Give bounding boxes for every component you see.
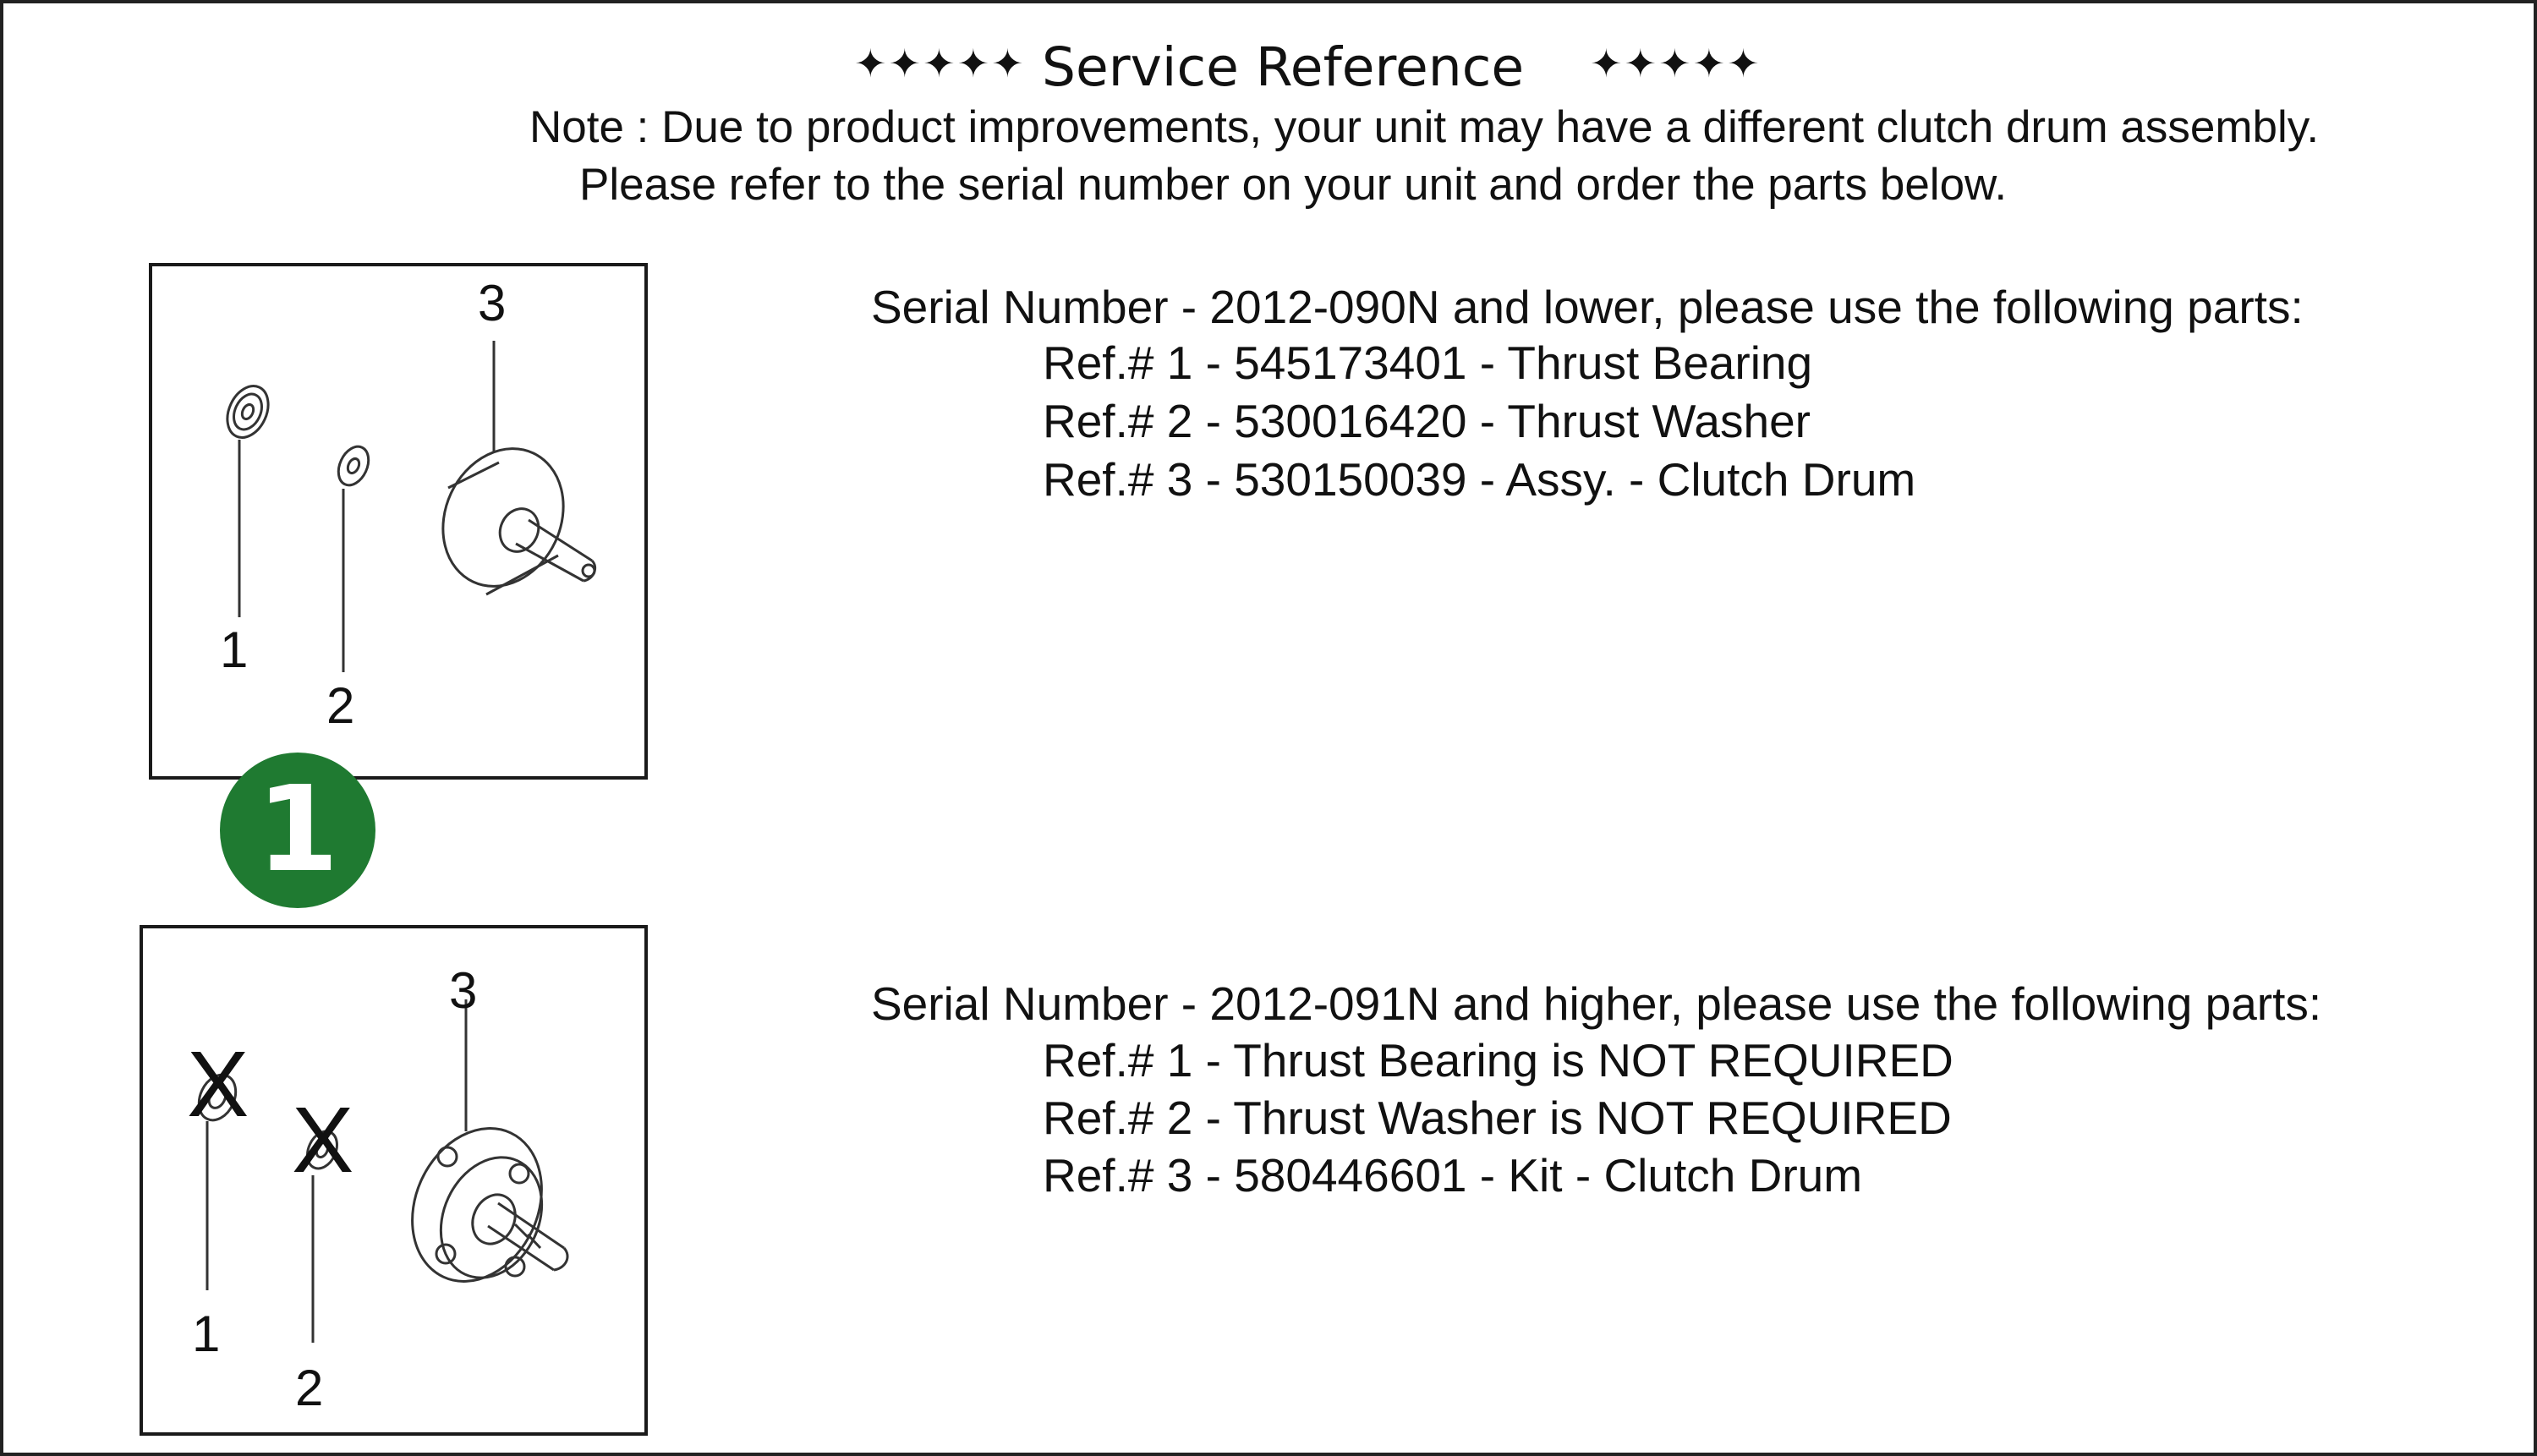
- callout-3: 3: [449, 962, 478, 1019]
- page-title: Service Reference: [1042, 36, 1525, 98]
- serial-number-heading-old: Serial Number - 2012-090N and lower, please use the following parts:: [871, 281, 2304, 333]
- clutch-drum-drawing: [421, 429, 595, 606]
- stars-left-decoration: ✦✦✦✦✦: [854, 41, 1026, 85]
- clutch-drum-kit-drawing: [388, 1107, 567, 1302]
- note-line-1: Note : Due to product improvements, your unit may have a different clutch drum assembly.: [529, 102, 2320, 152]
- step-number-badge: 1: [220, 753, 375, 908]
- x-mark-washer: X: [292, 1088, 354, 1192]
- stars-right-decoration: ✦✦✦✦✦: [1590, 41, 1762, 85]
- callout-1: 1: [192, 1305, 221, 1362]
- callout-2: 2: [326, 677, 355, 734]
- part-line-new-2: Ref.# 2 - Thrust Washer is NOT REQUIRED: [1043, 1092, 1952, 1144]
- thrust-washer-drawing: [332, 441, 374, 490]
- header: [0, 19, 2537, 98]
- serial-number-heading-new: Serial Number - 2012-091N and higher, please use the following parts:: [871, 977, 2322, 1030]
- part-line-old-2: Ref.# 2 - 530016420 - Thrust Washer: [1043, 395, 1811, 447]
- clutch-drum-new-diagram: [143, 928, 651, 1439]
- x-mark-bearing: X: [187, 1032, 249, 1136]
- diagram-panel-old-assembly: [149, 263, 648, 780]
- thrust-bearing-drawing: [220, 380, 277, 445]
- callout-2: 2: [295, 1360, 324, 1416]
- callout-3: 3: [478, 275, 507, 331]
- note-line-2: Please refer to the serial number on your unit and order the parts below.: [579, 160, 2008, 210]
- callout-1: 1: [220, 621, 249, 678]
- part-line-new-3: Ref.# 3 - 580446601 - Kit - Clutch Drum: [1043, 1149, 1863, 1201]
- part-line-new-1: Ref.# 1 - Thrust Bearing is NOT REQUIRED: [1043, 1034, 1953, 1087]
- diagram-panel-new-assembly: [140, 925, 648, 1436]
- part-line-old-3: Ref.# 3 - 530150039 - Assy. - Clutch Drum: [1043, 453, 1916, 506]
- clutch-drum-old-diagram: [152, 266, 651, 783]
- part-line-old-1: Ref.# 1 - 545173401 - Thrust Bearing: [1043, 337, 1813, 389]
